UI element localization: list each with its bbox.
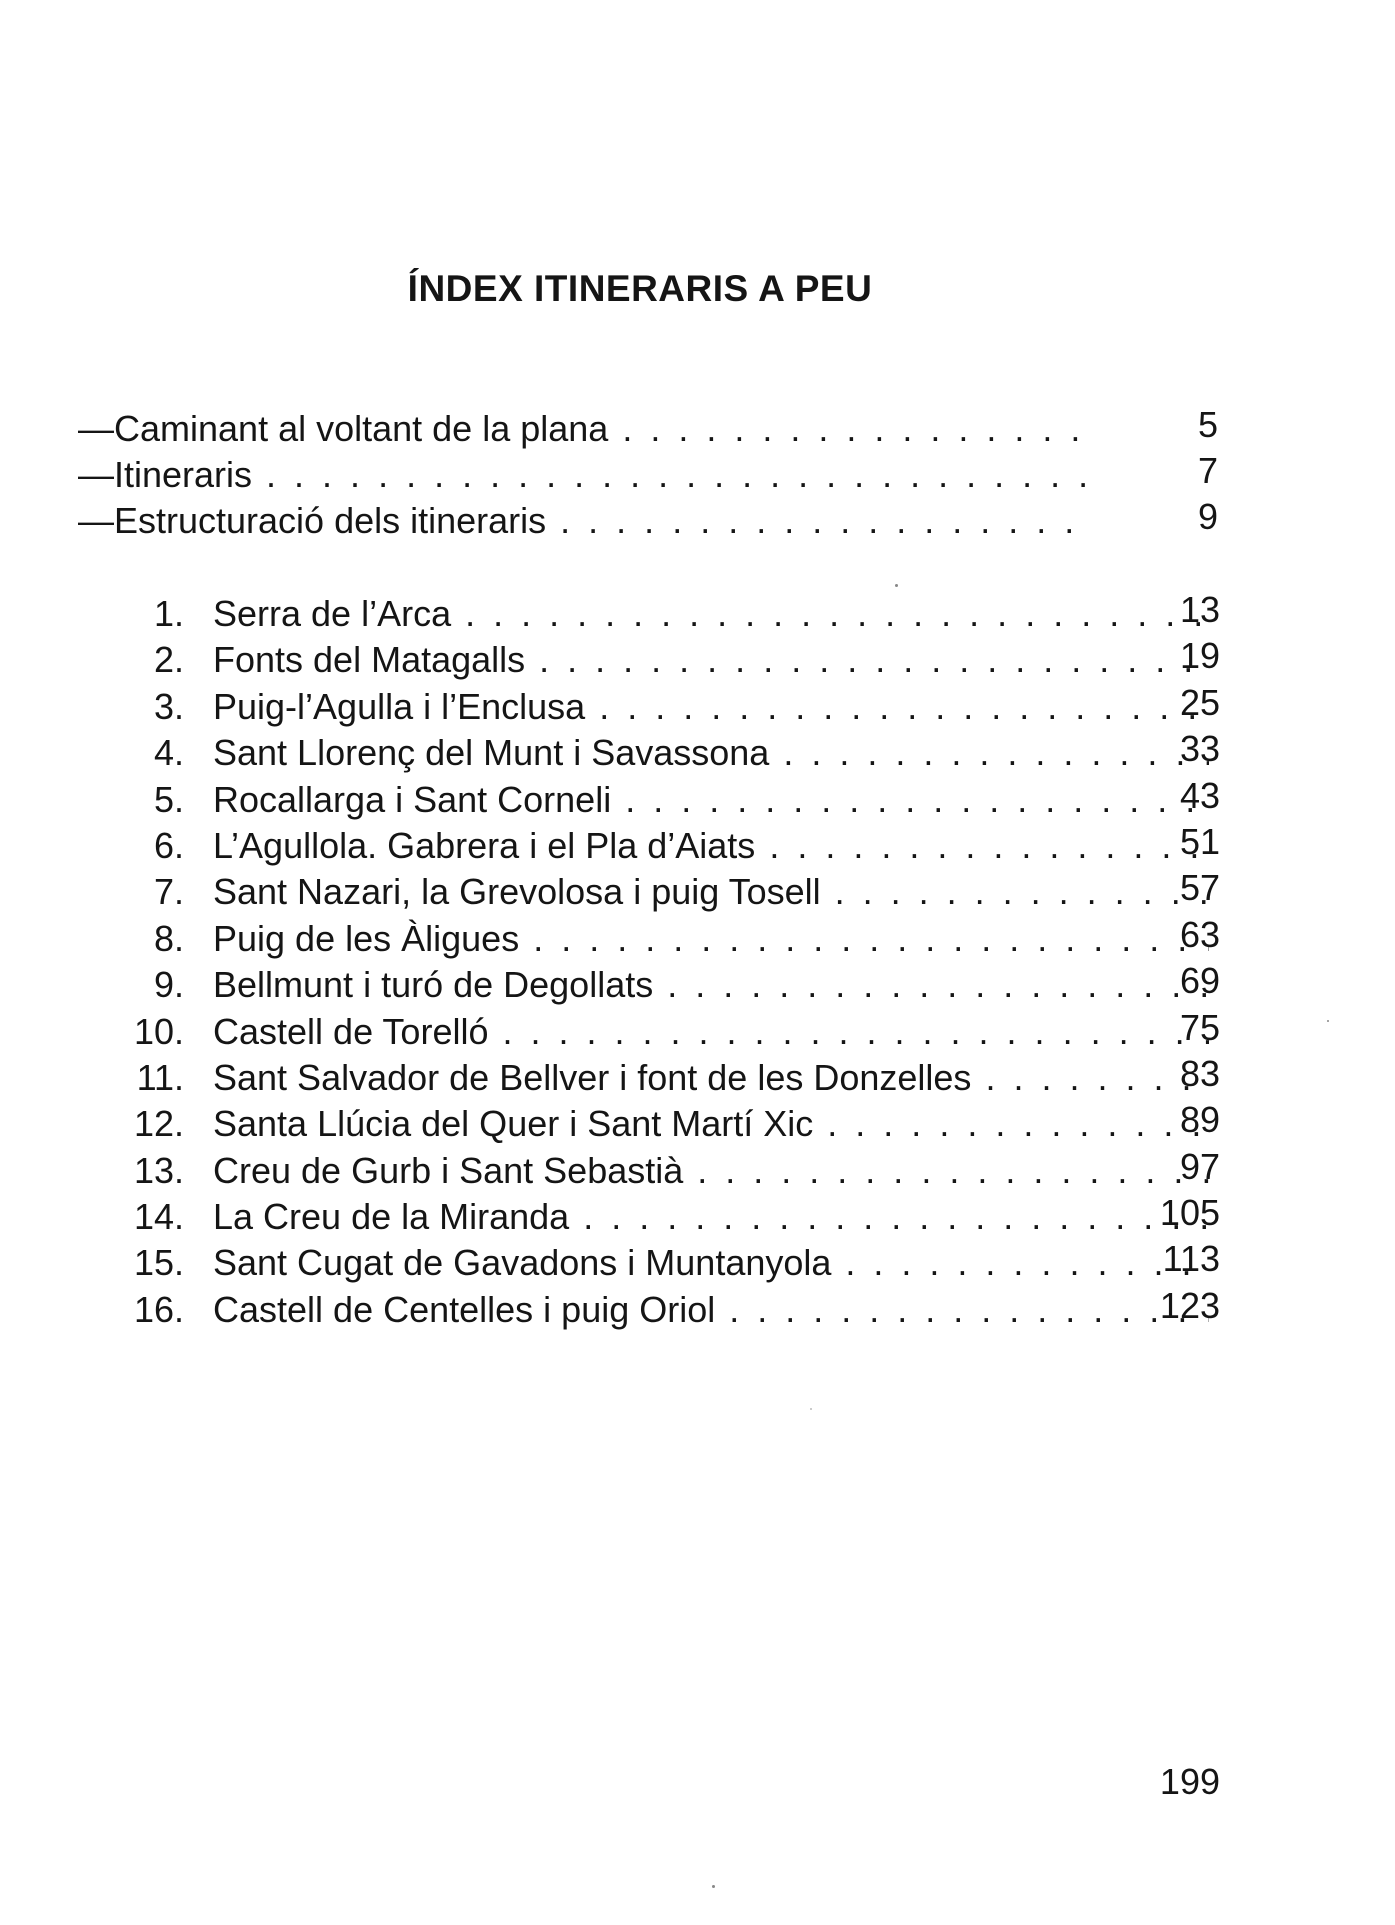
toc-entry [110, 591, 1220, 637]
toc-entry-number: 14. [133, 1196, 184, 1238]
toc-entry-label: La Creu de la Miranda . . . [213, 1194, 1209, 1240]
toc-entry-label: Sant Llorenç del Munt i Savassona . . . [213, 730, 1209, 776]
toc-entry-label: Sant Nazari, la Grevolosa i puig Tosell . . . [213, 869, 1209, 915]
toc-page-number: 123 [1159, 1284, 1220, 1326]
toc-page-number: 97 [1179, 1145, 1220, 1187]
toc-entry-label: Creu de Gurb i Sant Sebastià . . . [213, 1148, 1209, 1194]
toc-entry [110, 1101, 1220, 1147]
toc-entry [110, 820, 1220, 869]
toc-entry-number: 6. [153, 824, 184, 866]
toc-intro-entry [78, 452, 1218, 498]
toc-entry-label: Castell de Centelles i puig Oriol . . . [213, 1287, 1209, 1333]
toc-page-number: 9 [1197, 496, 1218, 537]
toc-entry-label: —Estructuració dels itineraris . . . [78, 498, 1088, 544]
toc-entry-number: 3. [153, 685, 184, 727]
scan-speck [810, 1408, 812, 1410]
toc-entry [110, 962, 1220, 1008]
scan-speck [712, 1885, 715, 1888]
toc-entry-label: Fonts del Matagalls . . . [213, 637, 1209, 683]
toc-page-number: 5 [1197, 404, 1218, 445]
toc-page-number: 75 [1179, 1006, 1220, 1048]
toc-entry [110, 1006, 1220, 1055]
toc-page-number: 7 [1197, 450, 1218, 491]
toc-entry [110, 913, 1220, 962]
toc-entry-number: 16. [133, 1288, 184, 1330]
toc-page-number: 57 [1179, 867, 1220, 909]
toc-entry [110, 1145, 1220, 1194]
scan-speck [895, 584, 898, 587]
toc-entry-label: Sant Cugat de Gavadons i Muntanyola . . . [213, 1240, 1209, 1286]
toc-intro-entry [78, 498, 1218, 544]
toc-entry [110, 730, 1220, 776]
toc-entry-number: 2. [153, 639, 184, 681]
toc-entry-label: Rocallarga i Sant Corneli . . . [213, 777, 1209, 823]
toc-entry-label: Puig de les Àligues . . . [213, 916, 1209, 962]
intro-list [78, 406, 1218, 544]
toc-page-number: 83 [1179, 1052, 1220, 1094]
toc-page-number: 13 [1179, 589, 1220, 630]
toc-page-number: 51 [1179, 820, 1220, 862]
toc-entry [110, 1194, 1220, 1240]
toc-page-number: 25 [1179, 681, 1220, 723]
toc-entry-number: 13. [133, 1149, 184, 1191]
toc-entry-label: Puig-l’Agulla i l’Enclusa . . . [213, 684, 1209, 730]
toc-entry [110, 774, 1220, 823]
toc-entry-label: Bellmunt i turó de Degollats . . . [213, 962, 1209, 1008]
page-number: 199 [1159, 1761, 1220, 1802]
toc-entry-label: Sant Salvador de Bellver i font de les Donzelles . . . [213, 1055, 1209, 1101]
toc-entry [110, 869, 1220, 915]
toc-page-number: 105 [1159, 1192, 1220, 1234]
toc-entry-number: 4. [153, 732, 184, 774]
toc-entry-number: 1. [153, 593, 184, 634]
toc-entry-number: 12. [133, 1103, 184, 1145]
scan-speck [1327, 1020, 1329, 1022]
toc-entry-label: Serra de l’Arca . . . [213, 591, 1209, 637]
toc-entry [110, 637, 1220, 683]
toc-entry [110, 681, 1220, 730]
toc-entry [110, 1284, 1220, 1333]
toc-entry-label: Castell de Torelló . . . [213, 1009, 1209, 1055]
toc-entry-number: 9. [153, 964, 184, 1006]
toc-page-number: 63 [1179, 913, 1220, 955]
toc-page-number: 19 [1179, 635, 1220, 677]
toc-entry-number: 10. [133, 1010, 184, 1052]
toc-entry [110, 1240, 1220, 1286]
toc-entry-label: L’Agullola. Gabrera i el Pla d’Aiats . . . [213, 823, 1209, 869]
toc-page-number: 69 [1179, 960, 1220, 1002]
toc-entry-label: —Caminant al voltant de la plana . . . [78, 406, 1088, 452]
toc-entry-label: Santa Llúcia del Quer i Sant Martí Xic . . . [213, 1101, 1209, 1147]
toc-entry-number: 11. [136, 1056, 184, 1098]
itinerary-list [110, 591, 1220, 1333]
toc-page-number: 89 [1179, 1099, 1220, 1141]
toc-entry-number: 15. [133, 1242, 184, 1284]
toc-entry-number: 7. [153, 871, 184, 913]
page-title: ÍNDEX ITINERARIS A PEU [407, 268, 873, 309]
toc-page-number: 113 [1162, 1238, 1220, 1280]
toc-page-number: 43 [1179, 774, 1220, 816]
toc-page-number: 33 [1179, 728, 1220, 770]
toc-entry-label: —Itineraris . . . [78, 452, 1088, 498]
toc-entry [110, 1052, 1220, 1101]
toc-entry-number: 8. [153, 917, 184, 959]
toc-intro-entry [78, 406, 1218, 452]
toc-entry-number: 5. [153, 778, 184, 820]
